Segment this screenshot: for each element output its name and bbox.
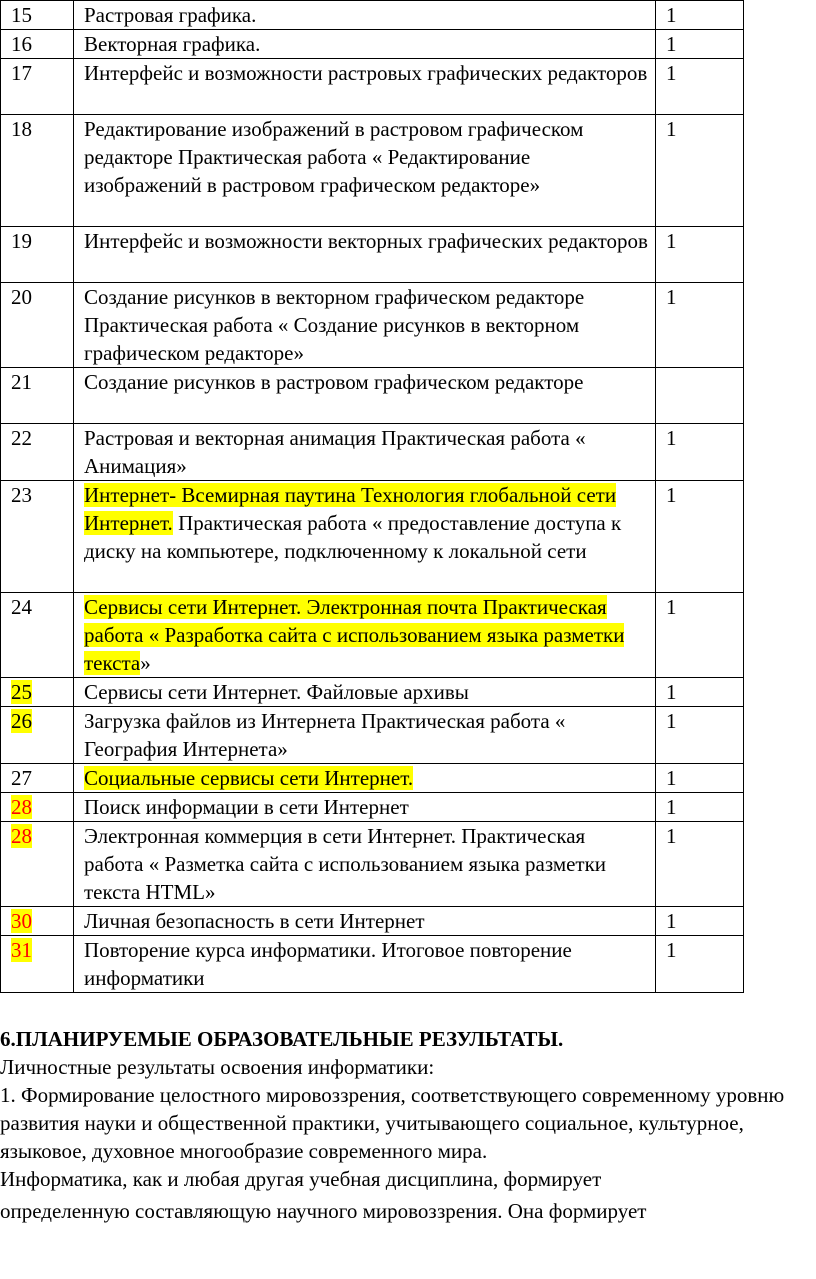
lesson-number-cell	[1, 59, 74, 115]
lesson-hours: 1	[666, 909, 677, 933]
lesson-number-cell	[1, 707, 74, 764]
lesson-topic-text: »	[140, 651, 151, 675]
lesson-number: 23	[11, 483, 32, 507]
lesson-number: 18	[11, 117, 32, 141]
lesson-number: 21	[11, 370, 32, 394]
lesson-number-cell	[1, 764, 74, 793]
table-row	[1, 283, 744, 368]
lesson-hours-cell	[656, 707, 744, 764]
table-row	[1, 424, 744, 481]
table-row	[1, 822, 744, 907]
lesson-hours: 1	[666, 680, 677, 704]
lesson-hours-cell	[656, 424, 744, 481]
lesson-number: 28	[11, 795, 32, 819]
lesson-hours: 1	[666, 938, 677, 962]
lesson-number: 27	[11, 766, 32, 790]
lesson-hours-cell	[656, 793, 744, 822]
lesson-number-cell	[1, 1, 74, 30]
lesson-hours-cell	[656, 593, 744, 678]
lesson-topic-cell	[74, 368, 656, 424]
lesson-number: 19	[11, 229, 32, 253]
paragraph-item-1: 1. Формирование целостного мировоззрения, соответствующего современному уровню развития науки и общественной практики, учитывающего социальное, культурное, языковое, духовное многообразие современного мира.	[0, 1083, 785, 1163]
table-row	[1, 678, 744, 707]
lesson-topic-text: Редактирование изображений в растровом графическом редакторе Практическая работа « Редактирование изображений в растровом графическом редакторе»	[84, 117, 584, 197]
table-row	[1, 227, 744, 283]
paragraph-intro: Личностные результаты освоения информатики:	[0, 1055, 435, 1079]
lesson-topic-text: Создание рисунков в растровом графическом редакторе	[84, 370, 584, 394]
lesson-hours-cell	[656, 678, 744, 707]
table-row	[1, 59, 744, 115]
lesson-topic-text: Повторение курса информатики. Итоговое повторение информатики	[84, 938, 572, 990]
lesson-topic-text: Загрузка файлов из Интернета Практическая работа « География Интернета»	[84, 709, 566, 761]
lesson-hours: 1	[666, 595, 677, 619]
lesson-number-cell	[1, 936, 74, 993]
lesson-number: 20	[11, 285, 32, 309]
lesson-topic-text: Интернет- Всемирная паутина Технология глобальной сети Интернет.	[84, 483, 617, 535]
lesson-topic-text: Практическая работа « предоставление доступа к диску на компьютере, подключенному к локальной сети	[84, 511, 622, 563]
lesson-number-cell	[1, 227, 74, 283]
lesson-number: 15	[11, 3, 32, 27]
lesson-hours: 1	[666, 824, 677, 848]
lesson-number-cell	[1, 115, 74, 227]
lesson-topic-cell	[74, 227, 656, 283]
lesson-hours-cell	[656, 30, 744, 59]
lesson-topic-text: Интерфейс и возможности растровых графических редакторов	[84, 61, 648, 85]
lesson-number: 16	[11, 32, 32, 56]
lesson-topic-text: Интерфейс и возможности векторных графических редакторов	[84, 229, 648, 253]
lesson-hours: 1	[666, 709, 677, 733]
lesson-hours: 1	[666, 61, 677, 85]
lesson-number-cell	[1, 907, 74, 936]
lesson-topic-cell	[74, 764, 656, 793]
lesson-topic-cell	[74, 793, 656, 822]
lesson-hours-cell	[656, 481, 744, 593]
table-row	[1, 481, 744, 593]
lesson-topic-cell	[74, 59, 656, 115]
lesson-hours-cell	[656, 283, 744, 368]
lesson-number: 22	[11, 426, 32, 450]
lesson-topic-cell	[74, 283, 656, 368]
lesson-number: 17	[11, 61, 32, 85]
lesson-topic-text: Векторная графика.	[84, 32, 261, 56]
section-heading: 6.ПЛАНИРУЕМЫЕ ОБРАЗОВАТЕЛЬНЫЕ РЕЗУЛЬТАТЫ.	[0, 1027, 564, 1051]
lesson-topic-text: Создание рисунков в векторном графическом редакторе Практическая работа « Создание рисунков в векторном графическом редакторе»	[84, 285, 585, 365]
table-row	[1, 793, 744, 822]
lesson-hours: 1	[666, 795, 677, 819]
lesson-topic-text: Социальные сервисы сети Интернет.	[84, 766, 414, 790]
lesson-hours: 1	[666, 766, 677, 790]
lesson-hours-cell	[656, 227, 744, 283]
lesson-hours-cell	[656, 907, 744, 936]
lesson-number-cell	[1, 368, 74, 424]
lesson-hours: 1	[666, 426, 677, 450]
lesson-number-cell	[1, 822, 74, 907]
lesson-topic-text: Поиск информации в сети Интернет	[84, 795, 409, 819]
lesson-topic-text: Личная безопасность в сети Интернет	[84, 909, 425, 933]
lesson-number-cell	[1, 678, 74, 707]
lesson-hours-cell	[656, 1, 744, 30]
table-row	[1, 115, 744, 227]
lesson-topic-cell	[74, 424, 656, 481]
lesson-topic-text: Растровая и векторная анимация Практическая работа « Анимация»	[84, 426, 586, 478]
lesson-plan-table-body	[1, 1, 744, 993]
lesson-number: 25	[11, 680, 32, 704]
lesson-hours: 1	[666, 117, 677, 141]
lesson-topic-cell	[74, 707, 656, 764]
lesson-topic-cell	[74, 822, 656, 907]
lesson-hours: 1	[666, 32, 677, 56]
lesson-topic-cell	[74, 936, 656, 993]
lesson-number-cell	[1, 424, 74, 481]
lesson-number-cell	[1, 481, 74, 593]
table-row	[1, 764, 744, 793]
results-section	[0, 1025, 800, 1227]
table-row	[1, 936, 744, 993]
lesson-hours: 1	[666, 229, 677, 253]
lesson-topic-text: Растровая графика.	[84, 3, 257, 27]
table-row	[1, 907, 744, 936]
lesson-number: 30	[11, 909, 32, 933]
lesson-topic-text: Сервисы сети Интернет. Электронная почта Практическая работа « Разработка сайта с использованием языка разметки текста	[84, 595, 625, 675]
table-row	[1, 30, 744, 59]
lesson-hours-cell	[656, 822, 744, 907]
lesson-topic-text: Сервисы сети Интернет. Файловые архивы	[84, 680, 469, 704]
lesson-hours-cell	[656, 368, 744, 424]
lesson-number-cell	[1, 283, 74, 368]
lesson-number: 31	[11, 938, 32, 962]
paragraph-worldview: определенную составляющую научного мировоззрения. Она формирует	[0, 1199, 647, 1223]
lesson-number-cell	[1, 593, 74, 678]
lesson-number-cell	[1, 793, 74, 822]
table-row	[1, 1, 744, 30]
lesson-topic-cell	[74, 115, 656, 227]
lesson-hours: 1	[666, 285, 677, 309]
table-row	[1, 593, 744, 678]
lesson-hours-cell	[656, 936, 744, 993]
lesson-topic-cell	[74, 678, 656, 707]
lesson-hours: 1	[666, 3, 677, 27]
lesson-number: 24	[11, 595, 32, 619]
lesson-topic-cell	[74, 481, 656, 593]
lesson-hours-cell	[656, 764, 744, 793]
lesson-number: 28	[11, 824, 32, 848]
lesson-topic-cell	[74, 30, 656, 59]
table-row	[1, 707, 744, 764]
lesson-hours: 1	[666, 483, 677, 507]
lesson-number: 26	[11, 709, 32, 733]
lesson-hours-cell	[656, 115, 744, 227]
lesson-number-cell	[1, 30, 74, 59]
lesson-topic-cell	[74, 1, 656, 30]
lesson-hours-cell	[656, 59, 744, 115]
lesson-topic-cell	[74, 907, 656, 936]
lesson-topic-cell	[74, 593, 656, 678]
table-row	[1, 368, 744, 424]
lesson-topic-text: Электронная коммерция в сети Интернет. Практическая работа « Разметка сайта с использованием языка разметки текста HTML»	[84, 824, 607, 904]
paragraph-informatics: Информатика, как и любая другая учебная дисциплина, формирует	[0, 1167, 602, 1191]
